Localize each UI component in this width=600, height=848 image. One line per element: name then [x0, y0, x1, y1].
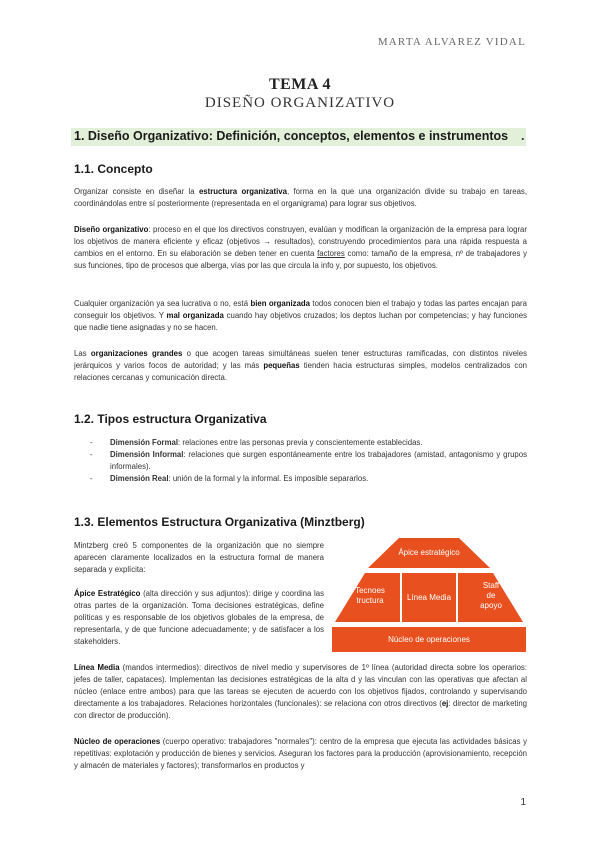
apice-label: Ápice estratégico [398, 548, 460, 557]
paragraph-organizar: Organizar consiste en diseñar la estructura organizativa, forma en la que una organización divide su trabajo en tareas, coordinándolas entre sí posteriormente (representada en el organigrama) para lograr sus objetivos. [74, 187, 527, 208]
staff-label: Staff de apoyo [480, 581, 502, 610]
mintzberg-diagram [332, 538, 526, 656]
tipos-list [74, 437, 527, 485]
list-item: - Dimensión Formal: relaciones entre las personas previa y conscientemente establecidas. [90, 438, 423, 447]
page-number: 1 [520, 797, 526, 808]
section-1-title-end: . [521, 129, 525, 143]
section-1-title: 1. Diseño Organizativo: Definición, conceptos, elementos e instrumentos [74, 129, 509, 143]
paragraph-mintzberg-intro: Mintzberg creó 5 componentes de la organización que no siempre aparecen claramente localizados en la estructura formal de manera separada y explícita: [74, 541, 324, 574]
nucleo-label: Núcleo de operaciones [388, 635, 470, 644]
paragraph-linea-media: Línea Media (mandos intermedios): directivos de nivel medio y supervisores de 1º línea (autoridad directa sobre los operarios: jefes de taller, capataces). Implementan las decisiones estratégicas de la alta d y las vinculan con las operativas que afectan al núcleo (enlace entre ambos) para que las tareas se ejecuten de acuerdo con los objetivos fijados, controlando y supervisando directamente a los trabajadores. Relaciones horizontales (funcionales): se relaciona con otros directivos (ej: director de marketing con director de producción). [74, 663, 527, 720]
heading-tipos-estructura: 1.2. Tipos estructura Organizativa [74, 412, 267, 426]
paragraph-bien-organizada: Cualquier organización ya sea lucrativa o no, está bien organizada todos conocen bien el trabajo y todas las partes encajan para conseguir los objetivos. Y mal organizada cuando hay objetivos cruzados; los deptos luchan por competencias; y hay funciones que nadie tiene asignadas y no se hacen. [74, 299, 528, 332]
paragraph-diseno-organizativo: Diseño organizativo: proceso en el que los directivos construyen, evalúan y modifican la organización de la empresa para lograr los objetivos de manera eficiente y eficaz (objetivos → resultados), construyendo procedimientos para una rápida respuesta a cambios en el entorno. En su elaboración se deben tener en cuenta factores como: tamaño de la empresa, nº de trabajadores y sus funciones, tipo de procesos que alberga, vías por las que circula la info y, por supuesto, los objetivos. [74, 225, 528, 270]
chapter-title: DISEÑO ORGANIZATIVO [204, 95, 396, 111]
paragraph-apice: Ápice Estratégico (alta dirección y sus adjuntos): dirige y coordina las otras partes de la organización. Toma decisiones estratégicas, define políticas y es responsable de los objetivos globales de la empresa, de representarla, y de que funcione adecuadamente; y de satisfacer a los stakeholders. [74, 589, 324, 646]
paragraph-nucleo: Núcleo de operaciones (cuerpo operativo: trabajadores "normales"): centro de la empresa que ejecuta las actividades básicas y repetitivas: explotación y producción de bienes y servicios. Aseguran los factores para la producción (aprovisionamiento, recepción y almacén de materiales y factores); transformarlos en productos y [74, 737, 528, 770]
chapter-number: TEMA 4 [268, 76, 332, 93]
heading-elementos: 1.3. Elementos Estructura Organizativa (Minztberg) [74, 515, 365, 529]
paragraph-organizaciones-grandes: Las organizaciones grandes o que acogen tareas simultáneas suelen tener estructuras ramificadas, con distintos niveles jerárquicos y varios focos de autoridad; y las más pequeñas tienden hacia estructuras simples, modelos centralizados con relaciones cercanas y comunicación directa. [74, 349, 527, 382]
tecnoestructura-label: Tecnoes tructura [355, 586, 385, 605]
list-item: - Dimensión Real: unión de la formal y la informal. Es imposible separarlos. [90, 474, 369, 483]
heading-concepto: 1.1. Concepto [74, 162, 153, 176]
list-item: - Dimensión Informal: relaciones que surgen espontáneamente entre los trabajadores (amistad, antagonismo y grupos informales). [90, 450, 527, 471]
linea-media-label: Línea Media [406, 593, 452, 602]
author-name: MARTA ALVAREZ VIDAL [377, 36, 526, 48]
